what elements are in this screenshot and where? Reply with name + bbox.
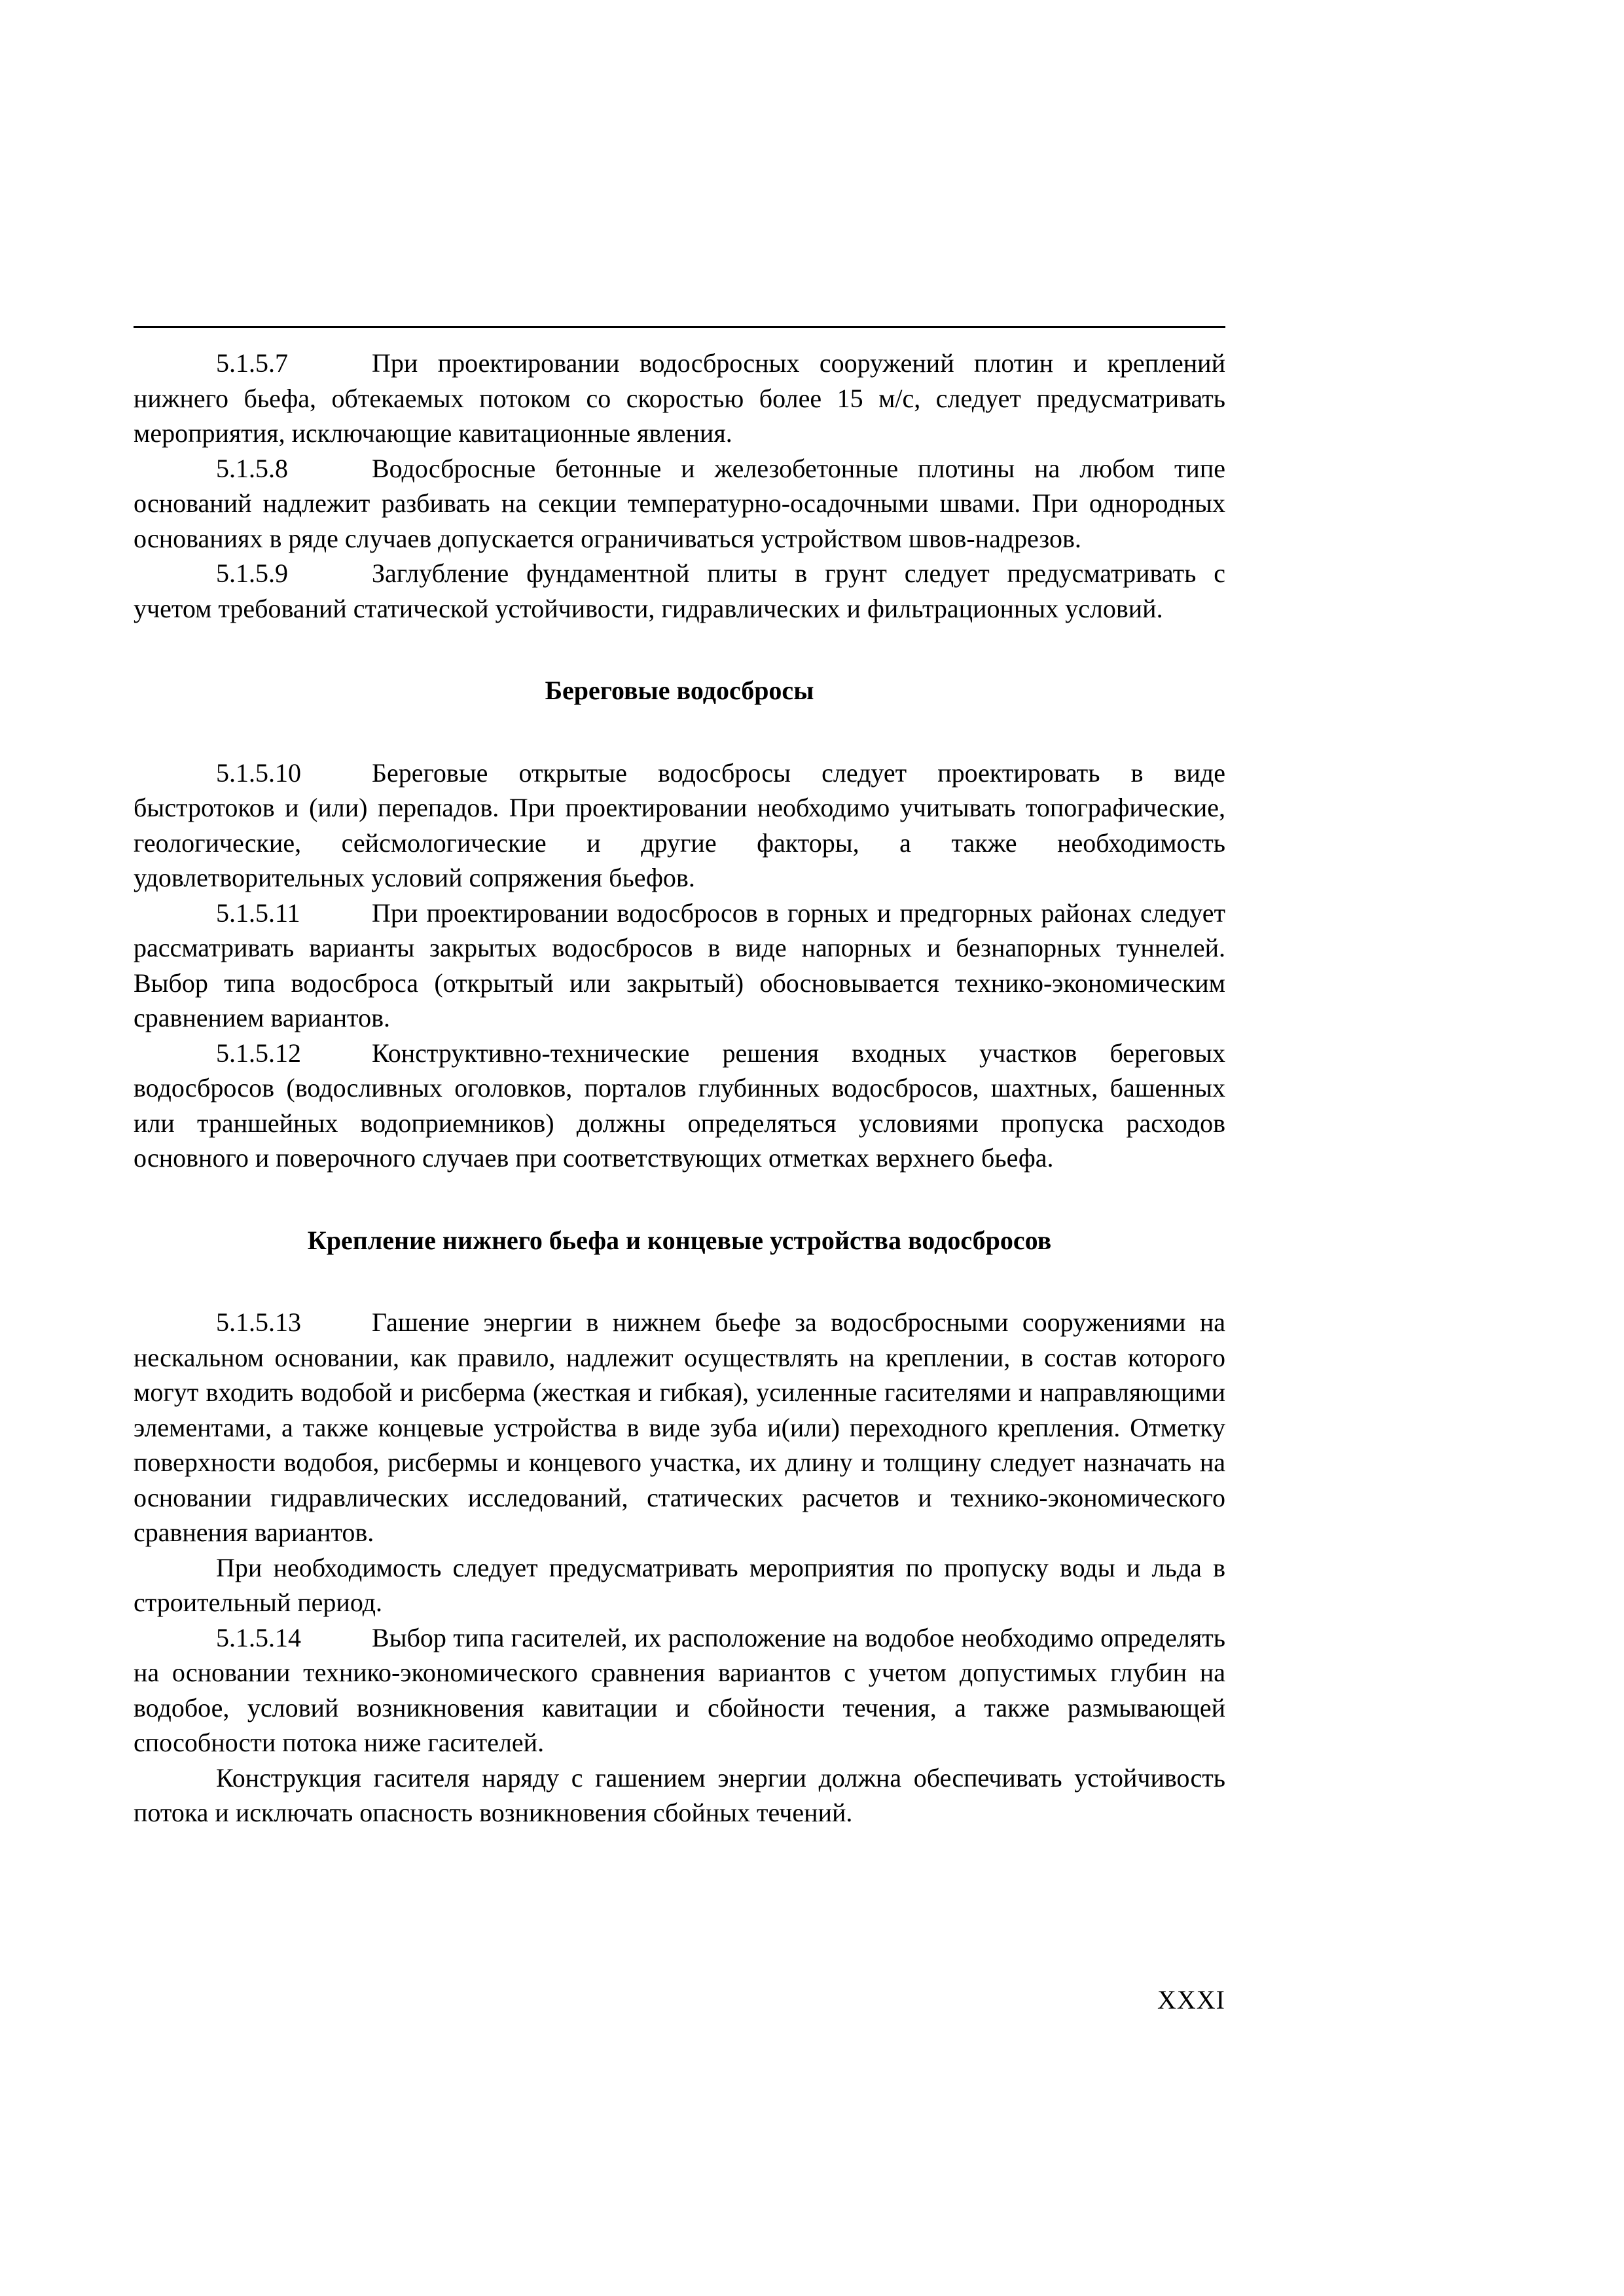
clause-number: 5.1.5.11 <box>216 898 300 928</box>
paragraph-text: Выбор типа гасителей, их расположение на водобое необходимо определять на основании технико-экономического сравнения вариантов с учетом допустимых глубин на водобое, условий возникновения кавитации и сбойности течения, а также размывающей способности потока ниже гасителей. <box>134 1622 1225 1757</box>
paragraph-text: Водосбросные бетонные и железобетонные плотины на любом типе оснований надлежит разбивать на секции температурно-осадочными швами. При однородных основаниях в ряде случаев допускается ограничиваться устройством швов-надрезов. <box>134 453 1225 553</box>
paragraph-ice-passage <box>134 1550 1225 1620</box>
paragraph-text: Заглубление фундаментной плиты в грунт следует предусматривать с учетом требований статической устойчивости, гидравлических и фильтрационных условий. <box>134 558 1225 623</box>
section-heading-shore-spillways: Береговые водосбросы <box>545 676 814 705</box>
paragraph-5-1-5-7 <box>134 346 1225 451</box>
document-body <box>134 346 1225 1831</box>
paragraph-5-1-5-9 <box>134 556 1225 626</box>
paragraph-5-1-5-14 <box>134 1620 1225 1760</box>
clause-number: 5.1.5.14 <box>216 1622 301 1652</box>
clause-number: 5.1.5.8 <box>216 453 288 483</box>
paragraph-text: При необходимость следует предусматривать мероприятия по пропуску воды и льда в строительный период. <box>134 1552 1225 1617</box>
paragraph-text: Конструкция гасителя наряду с гашением энергии должна обеспечивать устойчивость потока и исключать опасность возникновения сбойных течений. <box>134 1762 1225 1827</box>
page-number: XXXI <box>1157 1985 1225 2014</box>
clause-number: 5.1.5.9 <box>216 558 288 588</box>
paragraph-5-1-5-10 <box>134 756 1225 896</box>
paragraph-5-1-5-8 <box>134 451 1225 556</box>
header-rule <box>134 326 1225 328</box>
paragraph-5-1-5-13 <box>134 1305 1225 1550</box>
paragraph-5-1-5-11 <box>134 896 1225 1036</box>
paragraph-text: При проектировании водосбросов в горных и предгорных районах следует рассматривать варианты закрытых водосбросов в виде напорных и безнапорных туннелей. Выбор типа водосброса (открытый или закрытый) обосновывается технико-экономическим сравнением вариантов. <box>134 898 1225 1032</box>
section-heading-downstream-fastening: Крепление нижнего бьефа и концевые устройства водосбросов <box>307 1225 1052 1255</box>
paragraph-text: Конструктивно-технические решения входных участков береговых водосбросов (водосливных оголовков, порталов глубинных водосбросов, шахтных, башенных или траншейных водоприемников) должны определяться условиями пропуска расходов основного и поверочного случаев при соответствующих отметках верхнего бьефа. <box>134 1038 1225 1173</box>
paragraph-damper-design <box>134 1760 1225 1831</box>
paragraph-text: При проектировании водосбросных сооружений плотин и креплений нижнего бьефа, обтекаемых потоком со скоростью более 15 м/с, следует предусматривать мероприятия, исключающие кавитационные явления. <box>134 348 1225 448</box>
clause-number: 5.1.5.12 <box>216 1038 301 1068</box>
clause-number: 5.1.5.13 <box>216 1307 301 1337</box>
paragraph-text: Гашение энергии в нижнем бьефе за водосбросными сооружениями на нескальном основании, как правило, надлежит осуществлять на креплении, в состав которого могут входить водобой и рисберма (жесткая и гибкая), усиленные гасителями и направляющими элементами, а также концевые устройства в виде зуба и(или) переходного крепления. Отметку поверхности водобоя, рисбермы и концевого участка, их длину и толщину следует назначать на основании гидравлических исследований, статических расчетов и технико-экономического сравнения вариантов. <box>134 1307 1225 1547</box>
clause-number: 5.1.5.10 <box>216 757 301 788</box>
paragraph-text: Береговые открытые водосбросы следует проектировать в виде быстротоков и (или) перепадов. При проектировании необходимо учитывать топографические, геологические, сейсмологические и другие факторы, а также необходимость удовлетворительных условий сопряжения бьефов. <box>134 757 1225 892</box>
paragraph-5-1-5-12 <box>134 1036 1225 1176</box>
clause-number: 5.1.5.7 <box>216 348 288 378</box>
